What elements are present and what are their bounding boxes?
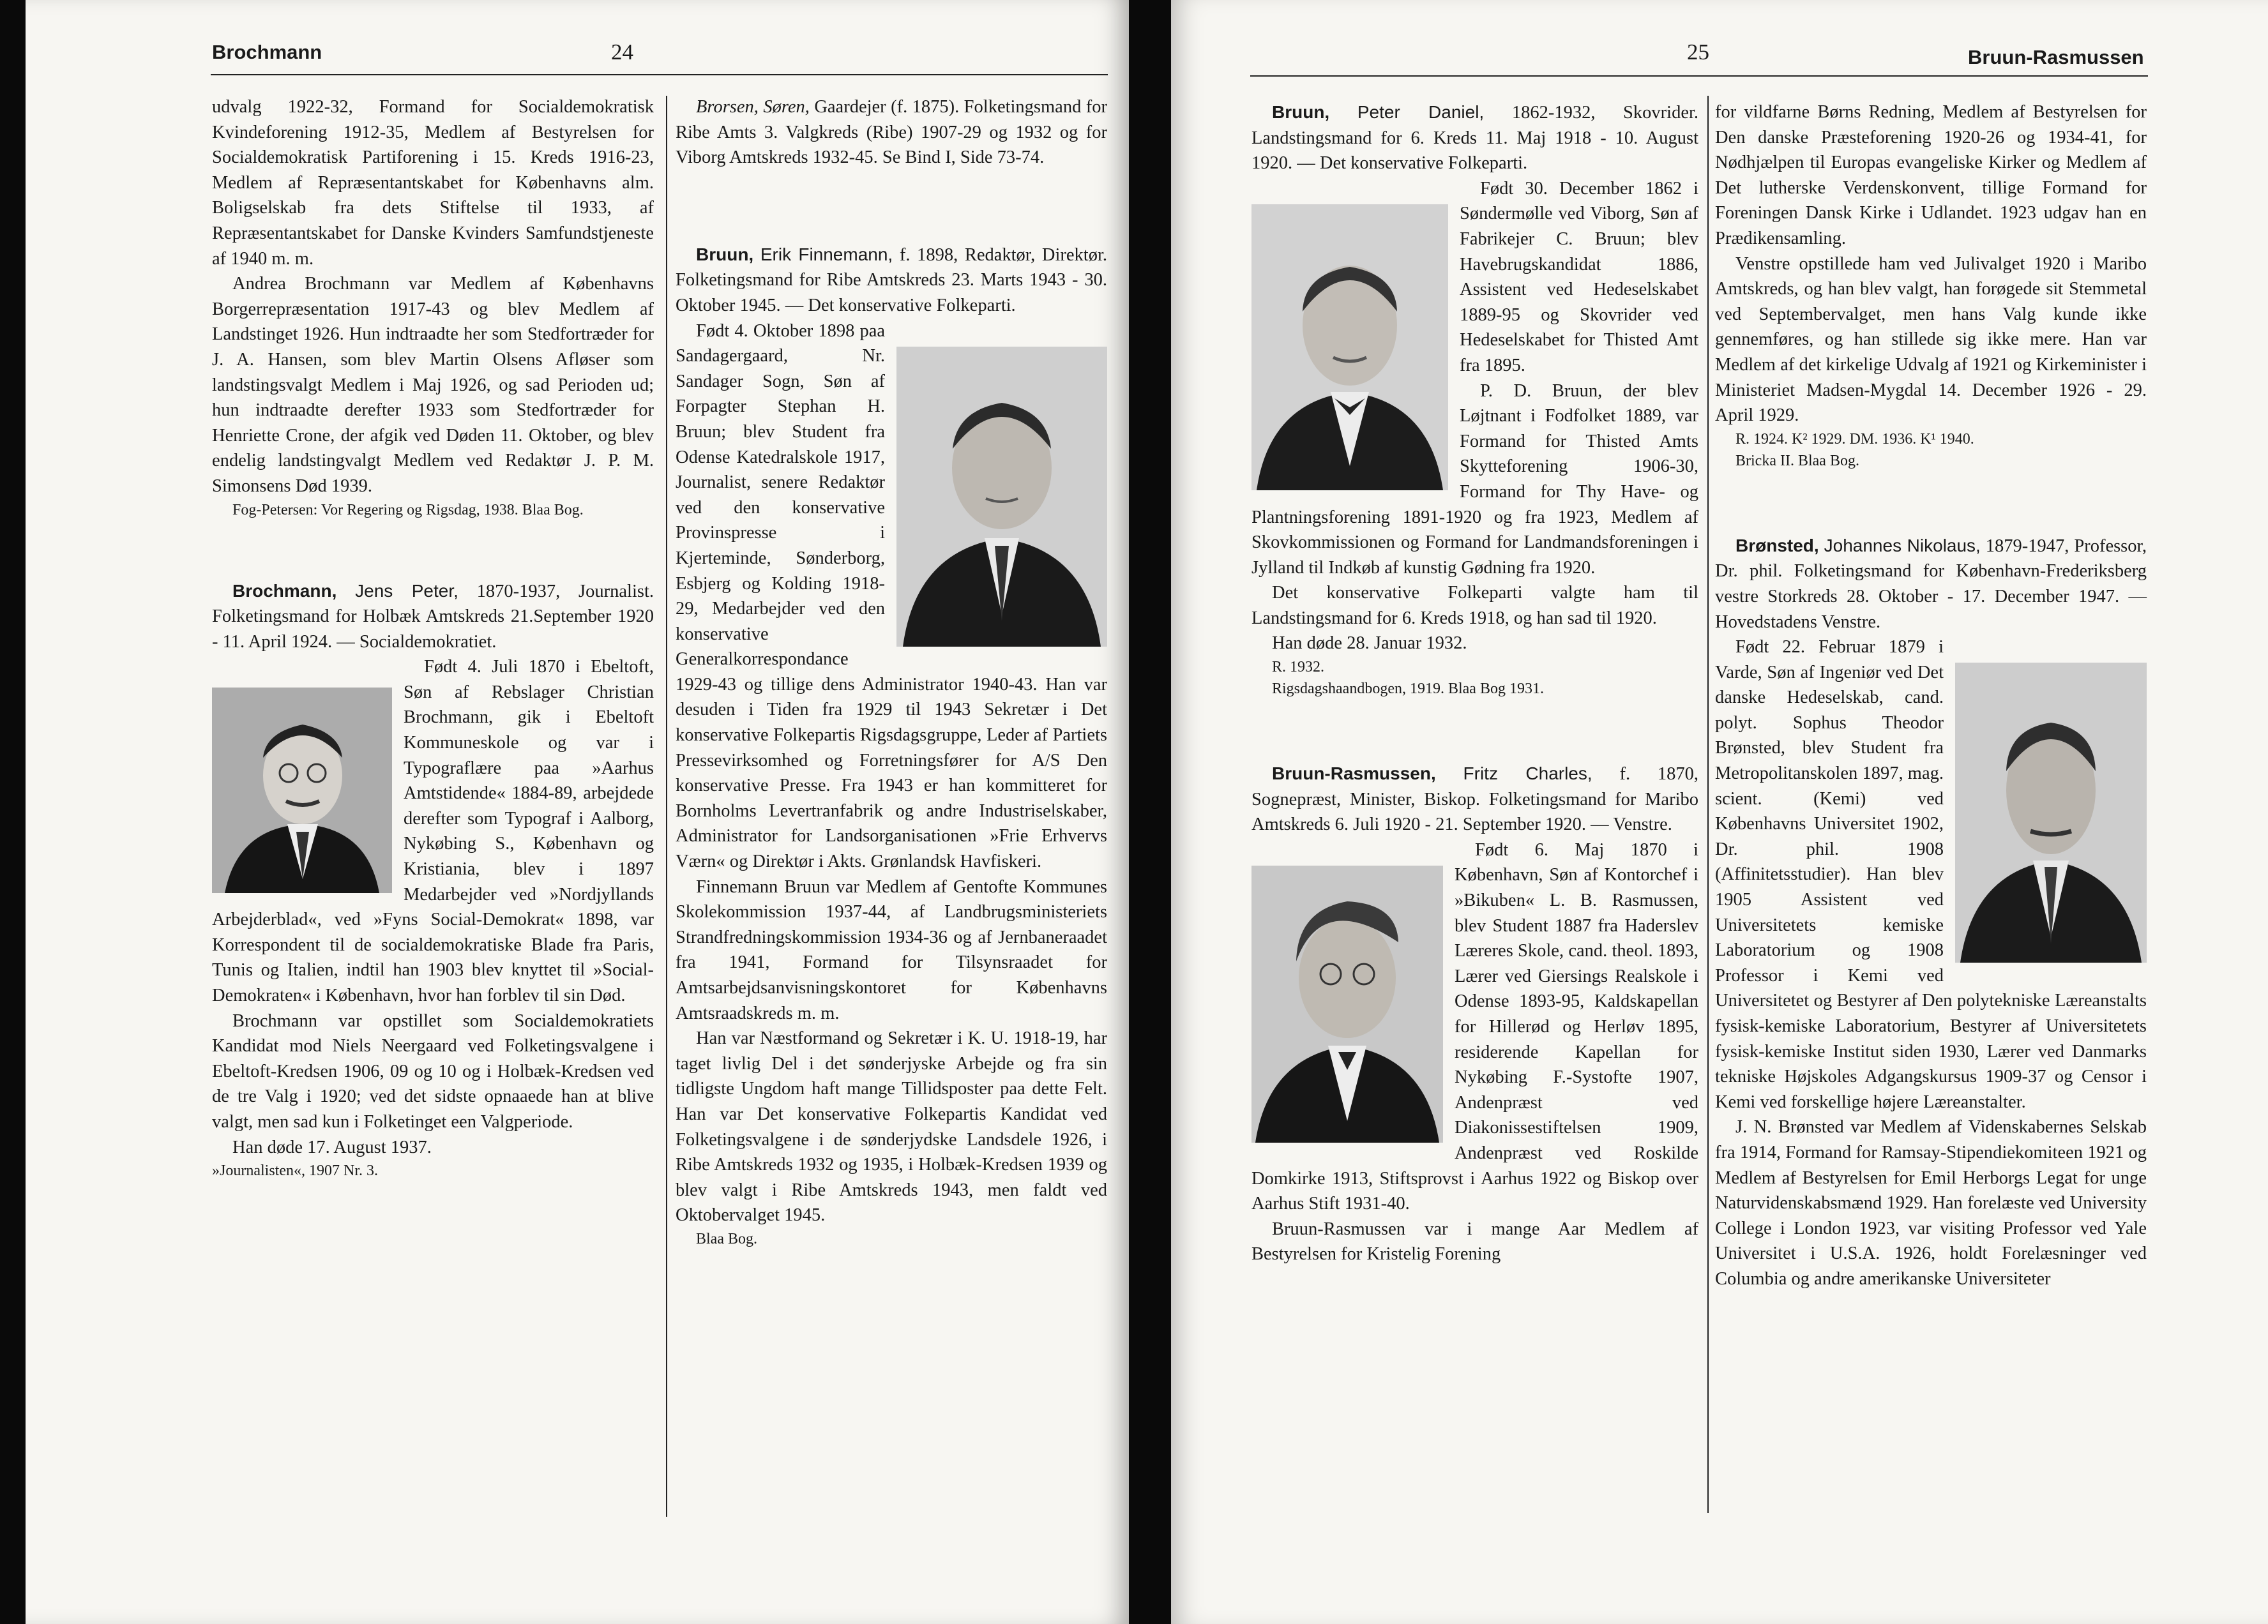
paragraph: Født 22. Februar 1879 i Varde, Søn af Ingeniør ved Det danske Hedeselskab, cand. polyt. Sophus Theodor Brønsted, blev Student fra Metropolitanskolen 1897, mag. scient. (Kemi) ved Københavns Universitet 1902, Dr. phil. 1908 (Affinitetsstudier). Han blev 1905 Assistent ved Universitetets kemiske Laboratorium og 1908 Professor i Kemi ved Universitetet og Bestyrer af Den polytekniske Læreanstalts fysisk-kemiske Laboratorium, Bestyrer af Universitetets fysisk-kemiske Institut siden 1930, Lærer ved Danmarks tekniske Højskoles Adgangskursus 1909-37 og Censor i Kemi ved forskellige højere Læreanstalter. [1715,637,2147,1112]
portrait-photo-icon [1251,204,1448,490]
right-page [1171,0,2268,1624]
portrait-jens-peter-brochmann [212,688,392,893]
page-number-left: 24 [611,40,633,64]
column-right-2 [1715,100,2147,1292]
reference: Rigsdagshaandbogen, 1919. Blaa Bog 1931. [1272,680,1544,698]
portrait-erik-finnemann-bruun [896,347,1107,647]
column-divider [1707,96,1709,1513]
paragraph: Finnemann Bruun var Medlem af Gentofte Kommunes Skolekommission 1937-44, af Landbrugsministeriets Strandfredningskommission 1934-36 og af Jernbaneraadet fra 1941, Formand for Tilsynsraadet for Amtsarbejdsanvisningskontoret for Københavns Amtsraadskreds m. m. [676,876,1107,1023]
paragraph: Brochmann var opstillet som Socialdemokratiets Kandidat mod Niels Neergaard ved Folketingsvalgene i Ebeltoft-Kredsen 1906, 09 og 10 og i Holbæk-Kredsen ved de tre Valg i 1920; ved det sidste opnaaede han at blive valgt, men sad kun i Folketinget een Valgperiode. [212,1011,654,1132]
entry-heading: Brønsted, Johannes Nikolaus, 1879-1947, Professor, Dr. phil. Folketingsmand for København-Frederiksberg vestre Storkreds 28. Oktober - 17. December 1947. — Hovedstadens Venstre. [1715,535,2147,632]
paragraph: Det konservative Folkeparti valgte ham til Landstingsmand for 6. Kreds 1918, og han sad til 1920. [1251,583,1698,628]
header-rule [1250,75,2148,77]
paragraph: Han døde 17. August 1937. [232,1137,432,1157]
running-head-left: Brochmann [212,41,322,63]
entry-heading: Bruun, Erik Finnemann, f. 1898, Redaktør, Direktør. Folketingsmand for Ribe Amtskreds 23. Marts 1943 - 30. Oktober 1945. — Det konservative Folkeparti. [676,244,1107,315]
portrait-photo-icon [896,347,1107,647]
paragraph: J. N. Brønsted var Medlem af Videnskabernes Selskab fra 1914, Formand for Ramsay-Stipendiekomiteen 1921 og Medlem af Bestyrelsen for Emil Herborgs Legat for unge Naturvidenskabsmænd 1929. Han forelæste ved University College i London 1923, var visiting Professor ved Yale Universitet i U.S.A. 1926, holdt Forelæsninger ved Columbia og andre amerikanske Universiteter [1715,1117,2147,1289]
column-divider [666,96,667,1517]
portrait-photo-icon [1955,663,2147,963]
reference: R. 1932. [1272,659,1325,676]
paragraph: Venstre opstillede ham ved Julivalget 1920 i Maribo Amtskreds, og han blev valgt, han forøgede sit Stemmetal ved Septembervalget, men hans Valg kunde ikke gennemføres, og han stillede sig ikke mere. Han var Medlem af det kirkelige Udvalg af 1921 og Kirkeminister i Ministeriet Madsen-Mygdal 14. December 1926 - 29. April 1929. [1715,253,2147,426]
portrait-photo-icon [1251,866,1443,1143]
paragraph: P. D. Bruun, der blev Løjtnant i Fodfolket 1889, var Formand for Thisted Amts Skytteforening 1906-30, Formand for Thy Have- og Plantningsforening 1891-1920 og fra 1923, Medlem af Skovkommissionen og Formand for Landmandsforeningen i Jylland til Indkøb af kunstig Gødning fra 1920. [1251,380,1698,578]
column-left-2 [676,94,1107,1250]
page-number-right: 25 [1687,40,1709,64]
portrait-johannes-nikolaus-bronsted [1955,663,2147,963]
running-head-right: Bruun-Rasmussen [1968,46,2144,68]
portrait-fritz-charles-bruun-rasmussen [1251,866,1443,1143]
entry-heading: Bruun-Rasmussen, Fritz Charles, f. 1870, Sognepræst, Minister, Biskop. Folketingsmand for Maribo Amtskreds 6. Juli 1920 - 21. September 1920. — Venstre. [1251,763,1698,835]
portrait-peter-daniel-bruun [1251,204,1448,490]
header-rule [211,74,1108,75]
left-page [26,0,1129,1624]
paragraph: Bruun-Rasmussen var i mange Aar Medlem af Bestyrelsen for Kristelig Forening [1251,1219,1698,1265]
reference: Fog-Petersen: Vor Regering og Rigsdag, 1938. Blaa Bog. [232,501,584,518]
entry-heading: Bruun, Peter Daniel, 1862-1932, Skovrider. Landstingsmand for 6. Kreds 11. Maj 1918 - 10. August 1920. — Det konservative Folkeparti. [1251,102,1699,174]
paragraph: Han var Næstformand og Sekretær i K. U. 1918-19, har taget livlig Del i det sønderjyske Arbejde og fra sin tidligste Ungdom haft mange Tillidsposter paa dette Felt. Han var Det konservative Folkepartis Kandidat ved Folketingsvalgene i de sønderjydske Landsdele 1926, i Ribe Amtskreds 1932 og 1935, i Holbæk-Kredsen 1939 og blev valgt i Ribe Amtskreds 1943, men faldt ved Oktobervalget 1945. [676,1028,1107,1226]
paragraph: Født 30. December 1862 i Søndermølle ved Viborg, Søn af Fabrikejer C. Bruun; blev Havebrugskandidat 1886, Assistent ved Hedeselskabet 1889-95 og Skovrider ved Hedeselskabet for Thisted Amt fra 1895. [1460,178,1698,375]
paragraph: Andrea Brochmann var Medlem af Københavns Borgerrepræsentation 1917-43 og blev Medlem af Landstinget 1926. Hun indtraadte her som Stedfortræder for J. A. Hansen, som blev Martin Olsens Afløser som landstingsvalgt Medlem i Maj 1926, og sad Perioden ud; hun indtraadte derefter 1933 som Stedfortræder for Henriette Crone, der afgik ved Døden 11. Oktober, og blev endelig landstingvalgt Medlem ved Redaktør J. P. M. Simonsens Død 1939. [212,274,654,496]
portrait-photo-icon [212,688,392,893]
column-left-1 [212,94,654,1182]
paragraph: Født 4. Oktober 1898 paa Sandagergaard, Nr. Sandager Sogn, Søn af Forpagter Stephan H. Bruun; blev Student fra Odense Katedralskole 1917, Journalist, senere Redaktør ved den konservative Provinspresse i Kjerteminde, Sønderborg, Esbjerg og Kolding 1918-29, Medarbejder ved den konservative Generalkorrespondance 1929-43 og tillige dens Administrator 1940-43. Han var desuden i Tiden fra 1929 til 1943 Sekretær i Det konservative Folkepartis Rigsdagsgruppe, Leder af Partiets Pressevirksomhed og Forretningsfører for A/S Den konservative Presse. Fra 1943 er han kommitteret for Bornholms Levertranfabrik og andre Industriselskaber, Administrator for Landsorganisationen »Frie Erhvervs Værn« og Direktør i Akts. Grønlandsk Havfiskeri. [676,320,1107,872]
paragraph: Født 4. Juli 1870 i Ebeltoft, Søn af Rebslager Christian Brochmann, gik i Ebeltoft Kommuneskole og var i Typograflære paa »Aarhus Amtstidende« 1884-89, arbejdede derefter som Typograf i Aalborg, Nykøbing S., København og Kristiania, blev i 1897 Medarbejder ved »Nordjyllands Arbejderblad«, ved »Fyns Social-Demokrat« 1898, var Korrespondent til de socialdemokratiske Blade fra Paris, Tunis og Italien, indtil han 1903 blev knyttet til »Social-Demokraten« i København, hvor han forblev til sin Død. [212,657,654,1005]
column-right-1 [1251,100,1698,1267]
reference: R. 1924. K² 1929. DM. 1936. K¹ 1940. [1735,430,1974,447]
entry-heading: Brorsen, Søren, Gaardejer (f. 1875). Folketingsmand for Ribe Amts 3. Valgkreds (Ribe) 1907-29 og 1932 og for Viborg Amtskreds 1932-45. Se Bind I, Side 73-74. [676,97,1107,168]
reference: Bricka II. Blaa Bog. [1735,452,1859,469]
paragraph: Han døde 28. Januar 1932. [1272,633,1467,654]
paragraph: Født 6. Maj 1870 i København, Søn af Kontorchef i »Bikuben« L. B. Rasmussen, blev Student 1887 fra Haderslev Læreres Skole, cand. theol. 1893, Lærer ved Giersings Realskole i Odense 1893-95, Kaldskapellan for Hillerød og Herløv 1895, residerende Kapellan for Nykøbing F.-Systofte 1907, Andenpræst ved Diakonissestiftelsen 1909, Andenpræst ved Roskilde Domkirke 1913, Stiftsprovst i Aarhus 1922 og Biskop over Aarhus Stift 1931-40. [1251,839,1698,1214]
reference: »Journalisten«, 1907 Nr. 3. [212,1162,378,1180]
entry-heading: Brochmann, Jens Peter, 1870-1937, Journalist. Folketingsmand for Holbæk Amtskreds 21.September 1920 - 11. April 1924. — Socialdemokratiet. [212,580,654,652]
paragraph: for vildfarne Børns Redning, Medlem af Bestyrelsen for Den danske Præsteforening 1920-26 og 1934-41, for Nødhjælpen til Europas evangeliske Kirker og Medlem af Det lutherske Verdenskonvent, tillige Formand for Foreningen Dansk Kirke i Udlandet. 1923 udgav han en Prædikensamling. [1715,102,2147,248]
paragraph: udvalg 1922-32, Formand for Socialdemokratisk Kvindeforening 1912-35, Medlem af Bestyrelsen for Socialdemokratisk Partiforening i 15. Kreds 1916-23, Medlem af Repræsentantskabet for Københavns alm. Boligselskab fra dets Stiftelse til 1933, af Repræsentantskabet for Danske Kvinders Samfundstjeneste af 1940 m. m. [212,97,654,269]
reference: Blaa Bog. [696,1230,757,1247]
